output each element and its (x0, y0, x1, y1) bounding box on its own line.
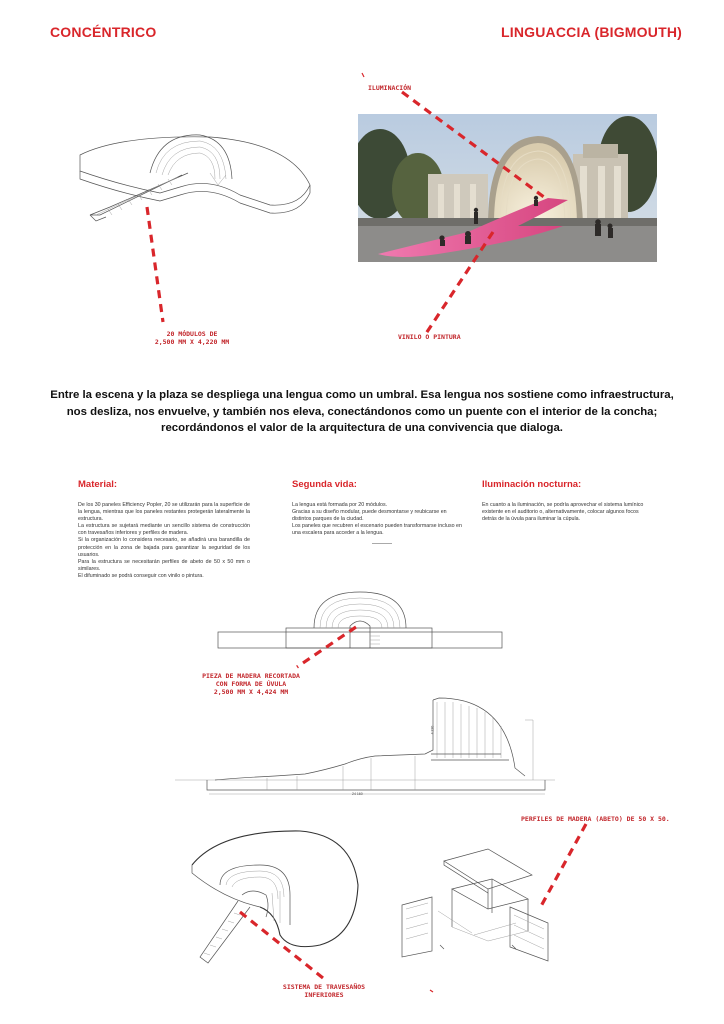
intro-line-2: nos desliza, nos envuelve, y también nos eleva, conectándonos como un puente con el interior de la concha; (66, 405, 658, 418)
iluminacion-paragraph: En cuanto a la iluminación, se podría aprovechar el sistema lumínico existente en el auditorio o, alternativamente, colocar algunos focos detrás de la úvula para iluminar la cúpula. (482, 502, 644, 523)
left-title: CONCÉNTRICO (50, 24, 157, 40)
annotation-modulos-line2: 2,500 MM X 4,220 MM (154, 338, 230, 346)
annotation-pieza (196, 672, 306, 696)
annotation-perfiles: PERFILES DE MADERA (ABETO) DE 50 X 50. (521, 815, 670, 823)
divider (372, 543, 392, 544)
annotation-modulos (132, 330, 252, 346)
section-material (78, 479, 250, 580)
annotation-travesanos-line1: SISTEMA DE TRAVESAÑOS (282, 983, 366, 991)
material-title: Material: (78, 479, 118, 490)
annotation-iluminacion: ILUMINACIÓN (368, 84, 412, 92)
material-paragraph: Si la organización lo considera necesario, se añadirá una barandilla de protección en la zona de bajada para garantizar la seguridad de los usuarios. (78, 537, 250, 558)
material-paragraph: El difuminado se podrá conseguir con vinilo o pintura. (78, 572, 204, 579)
intro-text (40, 387, 684, 437)
right-title: LINGUACCIA (BIGMOUTH) (501, 24, 682, 40)
annotation-modulos-line1: 20 MÓDULOS DE (166, 330, 218, 338)
section-segunda-vida (292, 479, 462, 544)
section-iluminacion-nocturna (482, 479, 654, 523)
annotation-travesanos-line2: INFERIORES (304, 991, 344, 999)
section-total-dimension: 24 160 (352, 792, 363, 796)
callout-lines-top (0, 0, 724, 360)
section-height-dimension: 4 220 (430, 725, 435, 735)
segunda-vida-paragraph: Gracias a su diseño modular, puede desmontarse y reubicarse en distintos parques de la ciudad. (292, 509, 447, 523)
segunda-vida-paragraph: Los paneles que recubren el escenario pueden transformarse incluso en una escalera para acceder a la lengua. (292, 523, 462, 537)
annotation-vinilo: VINILO O PINTURA (398, 333, 461, 341)
callout-line-middle (0, 600, 724, 720)
annotation-pieza-line3: 2,500 MM X 4,424 MM (213, 688, 289, 696)
annotation-pieza-line1: PIEZA DE MADERA RECORTADA (202, 672, 300, 680)
material-paragraph: Para la estructura se necesitarán perfiles de abeto de 50 x 50 mm o similares. (78, 558, 250, 572)
material-paragraph: La estructura se sujetará mediante un sencillo sistema de construcción con travesaños inferiores y perfiles de madera. (78, 523, 250, 537)
intro-line-1: Entre la escena y la plaza se despliega una lengua como un umbral. Esa lengua nos sostiene como infraestructura, (50, 389, 674, 401)
segunda-vida-title: Segunda vida: (292, 479, 357, 490)
iluminacion-nocturna-title: Iluminación nocturna: (482, 479, 582, 490)
intro-line-3: recordándonos el valor de la arquitectura de una convivencia que dialoga. (161, 422, 563, 434)
material-paragraph: De los 30 paneles Efficiency Popler, 20 se utilizarán para la superficie de la lengua, mientras que los paneles restantes protegerán lateralmente la estructura. (78, 502, 250, 523)
annotation-pieza-line2: CON FORMA DE ÚVULA (215, 680, 287, 688)
annotation-travesanos (268, 983, 380, 999)
segunda-vida-paragraph: La lengua está formada por 20 módulos. (292, 502, 388, 508)
